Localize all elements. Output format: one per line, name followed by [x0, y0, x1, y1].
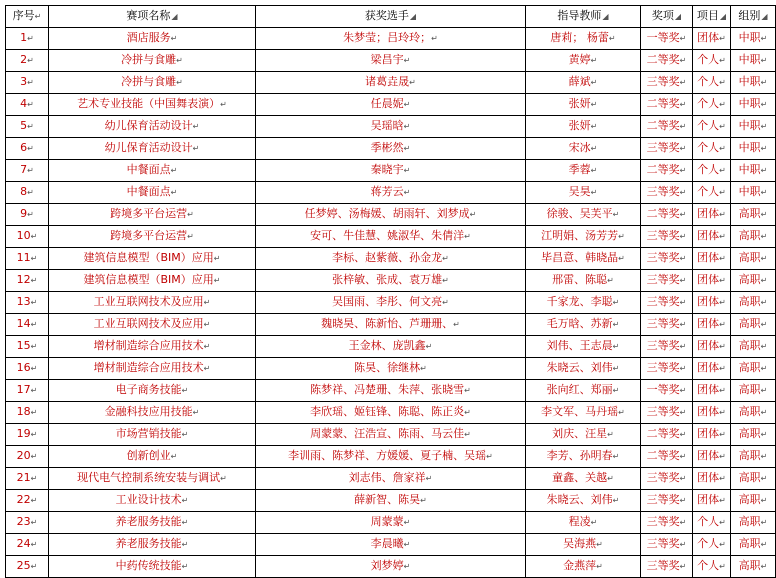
cell-event: 现代电气控制系统安装与调试↵	[49, 468, 256, 490]
cell-group: 中职↵	[731, 182, 776, 204]
cell-teachers: 张妍↵	[526, 94, 641, 116]
table-row	[6, 468, 776, 490]
cell-no: 8↵	[6, 182, 49, 204]
header-type: 项目◢	[693, 6, 731, 28]
cell-event: 电子商务技能↵	[49, 380, 256, 402]
cell-award: 三等奖↵	[641, 358, 693, 380]
cell-no: 5↵	[6, 116, 49, 138]
cell-group: 中职↵	[731, 50, 776, 72]
cell-teachers: 张妍↵	[526, 116, 641, 138]
cell-teachers: 唐莉； 杨蕾↵	[526, 28, 641, 50]
cell-group: 中职↵	[731, 28, 776, 50]
cell-teachers: 刘伟、王志晨↵	[526, 336, 641, 358]
cell-event: 酒店服务↵	[49, 28, 256, 50]
cell-no: 14↵	[6, 314, 49, 336]
cell-winners: 安可、牛佳慧、姚淑华、朱倩洋↵	[256, 226, 526, 248]
table-row	[6, 226, 776, 248]
table-row	[6, 28, 776, 50]
cell-type: 个人↵	[693, 534, 731, 556]
sort-icon: ◢	[409, 12, 417, 21]
cell-type: 团体↵	[693, 248, 731, 270]
cell-no: 13↵	[6, 292, 49, 314]
header-no: 序号↵	[6, 6, 49, 28]
cell-no: 22↵	[6, 490, 49, 512]
cell-event: 冷拼与食雕↵	[49, 50, 256, 72]
cell-award: 二等奖↵	[641, 116, 693, 138]
header-row	[6, 6, 776, 28]
cell-event: 建筑信息模型（BIM）应用↵	[49, 248, 256, 270]
cell-group: 高职↵	[731, 314, 776, 336]
table-row	[6, 182, 776, 204]
cell-event: 冷拼与食雕↵	[49, 72, 256, 94]
table-row	[6, 314, 776, 336]
cell-event: 增材制造综合应用技术↵	[49, 358, 256, 380]
cell-type: 团体↵	[693, 380, 731, 402]
cell-no: 12↵	[6, 270, 49, 292]
cell-award: 三等奖↵	[641, 402, 693, 424]
cell-event: 创新创业↵	[49, 446, 256, 468]
cell-no: 4↵	[6, 94, 49, 116]
cell-award: 三等奖↵	[641, 314, 693, 336]
sort-icon: ◢	[171, 12, 178, 21]
cell-teachers: 金燕萍↵	[526, 556, 641, 578]
cell-award: 三等奖↵	[641, 490, 693, 512]
cell-type: 团体↵	[693, 314, 731, 336]
cell-group: 高职↵	[731, 358, 776, 380]
table-row	[6, 358, 776, 380]
cell-award: 三等奖↵	[641, 248, 693, 270]
cell-no: 11↵	[6, 248, 49, 270]
cell-teachers: 朱晓云、刘伟↵	[526, 358, 641, 380]
cell-teachers: 程凌↵	[526, 512, 641, 534]
cell-award: 三等奖↵	[641, 270, 693, 292]
table-row	[6, 94, 776, 116]
cell-winners: 李训雨、陈梦祥、方媛媛、夏子楠、吴瑶↵	[256, 446, 526, 468]
cell-winners: 任晨妮↵	[256, 94, 526, 116]
cell-type: 团体↵	[693, 336, 731, 358]
cell-no: 15↵	[6, 336, 49, 358]
cell-award: 三等奖↵	[641, 336, 693, 358]
cell-winners: 季彬然↵	[256, 138, 526, 160]
cell-teachers: 毛万晗、苏新↵	[526, 314, 641, 336]
cell-teachers: 薛斌↵	[526, 72, 641, 94]
cell-award: 二等奖↵	[641, 50, 693, 72]
cell-event: 增材制造综合应用技术↵	[49, 336, 256, 358]
cell-group: 中职↵	[731, 160, 776, 182]
table-row	[6, 402, 776, 424]
cell-group: 高职↵	[731, 534, 776, 556]
cell-event: 跨境多平台运营↵	[49, 204, 256, 226]
cell-type: 团体↵	[693, 270, 731, 292]
cell-teachers: 李文军、马丹瑶↵	[526, 402, 641, 424]
cell-no: 20↵	[6, 446, 49, 468]
cell-winners: 蒋芳云↵	[256, 182, 526, 204]
cell-type: 团体↵	[693, 402, 731, 424]
cell-teachers: 徐骏、吴芙平↵	[526, 204, 641, 226]
header-winners: 获奖选手◢	[256, 6, 526, 28]
cell-no: 3↵	[6, 72, 49, 94]
cell-no: 23↵	[6, 512, 49, 534]
cell-no: 16↵	[6, 358, 49, 380]
cell-event: 工业设计技术↵	[49, 490, 256, 512]
cell-teachers: 李芳、孙明春↵	[526, 446, 641, 468]
cell-no: 25↵	[6, 556, 49, 578]
cell-no: 7↵	[6, 160, 49, 182]
cell-group: 高职↵	[731, 556, 776, 578]
cell-event: 幼儿保育活动设计↵	[49, 116, 256, 138]
cell-award: 三等奖↵	[641, 556, 693, 578]
table-row	[6, 160, 776, 182]
cell-no: 2↵	[6, 50, 49, 72]
cell-event: 养老服务技能↵	[49, 512, 256, 534]
table-row	[6, 116, 776, 138]
cell-group: 高职↵	[731, 424, 776, 446]
cell-award: 一等奖↵	[641, 380, 693, 402]
cell-award: 一等奖↵	[641, 28, 693, 50]
cell-group: 高职↵	[731, 512, 776, 534]
cell-type: 个人↵	[693, 72, 731, 94]
cell-teachers: 黄婷↵	[526, 50, 641, 72]
cell-award: 二等奖↵	[641, 160, 693, 182]
cell-no: 6↵	[6, 138, 49, 160]
cell-type: 团体↵	[693, 28, 731, 50]
cell-type: 团体↵	[693, 468, 731, 490]
cell-teachers: 邢雷、陈聪↵	[526, 270, 641, 292]
cell-teachers: 朱晓云、刘伟↵	[526, 490, 641, 512]
cell-no: 9↵	[6, 204, 49, 226]
cell-group: 中职↵	[731, 72, 776, 94]
cell-type: 个人↵	[693, 182, 731, 204]
header-award: 奖项◢	[641, 6, 693, 28]
cell-event: 中餐面点↵	[49, 160, 256, 182]
cell-winners: 魏晓昊、陈新怡、芦珊珊、↵	[256, 314, 526, 336]
cell-award: 二等奖↵	[641, 94, 693, 116]
cell-winners: 秦晓宇↵	[256, 160, 526, 182]
cell-event: 建筑信息模型（BIM）应用↵	[49, 270, 256, 292]
table-row	[6, 50, 776, 72]
cell-event: 工业互联网技术及应用↵	[49, 314, 256, 336]
cell-type: 个人↵	[693, 50, 731, 72]
cell-winners: 周蒙蒙、汪浩宣、陈雨、马云佳↵	[256, 424, 526, 446]
header-group: 组别◢	[731, 6, 776, 28]
cell-award: 三等奖↵	[641, 292, 693, 314]
cell-winners: 诸葛垚晟↵	[256, 72, 526, 94]
cell-no: 24↵	[6, 534, 49, 556]
cell-winners: 朱梦莹；吕玲玲；↵	[256, 28, 526, 50]
cell-type: 团体↵	[693, 226, 731, 248]
cell-award: 三等奖↵	[641, 468, 693, 490]
cell-winners: 周蒙蒙↵	[256, 512, 526, 534]
cell-type: 团体↵	[693, 358, 731, 380]
cell-event: 工业互联网技术及应用↵	[49, 292, 256, 314]
cell-type: 个人↵	[693, 512, 731, 534]
table-row	[6, 204, 776, 226]
cell-group: 高职↵	[731, 204, 776, 226]
cell-event: 养老服务技能↵	[49, 534, 256, 556]
cell-type: 个人↵	[693, 160, 731, 182]
cell-winners: 刘梦婷↵	[256, 556, 526, 578]
table-row	[6, 292, 776, 314]
cell-award: 三等奖↵	[641, 182, 693, 204]
cell-award: 三等奖↵	[641, 534, 693, 556]
cell-teachers: 吴海燕↵	[526, 534, 641, 556]
cell-event: 幼儿保育活动设计↵	[49, 138, 256, 160]
table-row	[6, 534, 776, 556]
sort-icon: ◢	[761, 12, 768, 21]
table-row	[6, 138, 776, 160]
cell-teachers: 千家龙、李聪↵	[526, 292, 641, 314]
cell-teachers: 童鑫、关越↵	[526, 468, 641, 490]
cell-no: 1↵	[6, 28, 49, 50]
cell-type: 团体↵	[693, 204, 731, 226]
sort-icon: ◢	[674, 12, 682, 21]
cell-no: 21↵	[6, 468, 49, 490]
table-body	[6, 28, 776, 578]
cell-no: 10↵	[6, 226, 49, 248]
table-row	[6, 490, 776, 512]
cell-group: 高职↵	[731, 402, 776, 424]
cell-no: 17↵	[6, 380, 49, 402]
cell-type: 个人↵	[693, 116, 731, 138]
cell-type: 团体↵	[693, 424, 731, 446]
cell-winners: 梁昌宇↵	[256, 50, 526, 72]
table-row	[6, 270, 776, 292]
cell-teachers: 江明娟、汤芳芳↵	[526, 226, 641, 248]
cell-winners: 李欣瑶、姬钰锋、陈聪、陈正炎↵	[256, 402, 526, 424]
cell-award: 二等奖↵	[641, 424, 693, 446]
cell-group: 高职↵	[731, 292, 776, 314]
cell-event: 市场营销技能↵	[49, 424, 256, 446]
table-row	[6, 512, 776, 534]
cell-teachers: 毕昌意、韩晓晶↵	[526, 248, 641, 270]
cell-award: 三等奖↵	[641, 138, 693, 160]
cell-teachers: 宋冰↵	[526, 138, 641, 160]
cell-teachers: 刘庆、汪星↵	[526, 424, 641, 446]
cell-no: 19↵	[6, 424, 49, 446]
cell-group: 高职↵	[731, 380, 776, 402]
table-row	[6, 556, 776, 578]
cell-award: 二等奖↵	[641, 446, 693, 468]
cell-winners: 张梓敏、张成、袁万雄↵	[256, 270, 526, 292]
cell-teachers: 张向红、郑丽↵	[526, 380, 641, 402]
cell-winners: 陈昊、徐继林↵	[256, 358, 526, 380]
cell-winners: 李标、赵紫薇、孙金龙↵	[256, 248, 526, 270]
cell-winners: 李晨曦↵	[256, 534, 526, 556]
cell-type: 个人↵	[693, 556, 731, 578]
cell-event: 中药传统技能↵	[49, 556, 256, 578]
cell-event: 艺术专业技能（中国舞表演）↵	[49, 94, 256, 116]
cell-winners: 王金林、庞凯鑫↵	[256, 336, 526, 358]
sort-icon: ◢	[719, 12, 727, 21]
header-teachers: 指导教师◢	[526, 6, 641, 28]
cell-winners: 吴国雨、李彤、何文亮↵	[256, 292, 526, 314]
cell-group: 高职↵	[731, 446, 776, 468]
awards-table	[5, 5, 776, 578]
cell-event: 中餐面点↵	[49, 182, 256, 204]
table-row	[6, 446, 776, 468]
cell-group: 高职↵	[731, 490, 776, 512]
cell-event: 金融科技应用技能↵	[49, 402, 256, 424]
table-row	[6, 248, 776, 270]
header-event: 赛项名称◢	[49, 6, 256, 28]
cell-award: 三等奖↵	[641, 72, 693, 94]
cell-type: 团体↵	[693, 292, 731, 314]
cell-winners: 刘志伟、詹家祥↵	[256, 468, 526, 490]
cell-group: 高职↵	[731, 248, 776, 270]
cell-teachers: 吴昊↵	[526, 182, 641, 204]
cell-award: 三等奖↵	[641, 226, 693, 248]
cell-award: 三等奖↵	[641, 512, 693, 534]
cell-winners: 吴瑶晗↵	[256, 116, 526, 138]
sort-icon: ◢	[602, 12, 609, 21]
cell-type: 团体↵	[693, 446, 731, 468]
table-row	[6, 424, 776, 446]
cell-teachers: 季蓉↵	[526, 160, 641, 182]
table-row	[6, 336, 776, 358]
cell-winners: 薛新智、陈昊↵	[256, 490, 526, 512]
cell-group: 中职↵	[731, 138, 776, 160]
cell-type: 个人↵	[693, 138, 731, 160]
cell-group: 中职↵	[731, 116, 776, 138]
cell-winners: 任梦婷、汤梅媛、胡雨轩、刘梦成↵	[256, 204, 526, 226]
cell-award: 二等奖↵	[641, 204, 693, 226]
cell-type: 团体↵	[693, 490, 731, 512]
cell-group: 高职↵	[731, 468, 776, 490]
table-row	[6, 380, 776, 402]
cell-group: 高职↵	[731, 226, 776, 248]
cell-group: 中职↵	[731, 94, 776, 116]
cell-group: 高职↵	[731, 336, 776, 358]
cell-event: 跨境多平台运营↵	[49, 226, 256, 248]
cell-no: 18↵	[6, 402, 49, 424]
table-row	[6, 72, 776, 94]
cell-group: 高职↵	[731, 270, 776, 292]
cell-winners: 陈梦祥、冯楚珊、朱萍、张晓雪↵	[256, 380, 526, 402]
cell-type: 个人↵	[693, 94, 731, 116]
